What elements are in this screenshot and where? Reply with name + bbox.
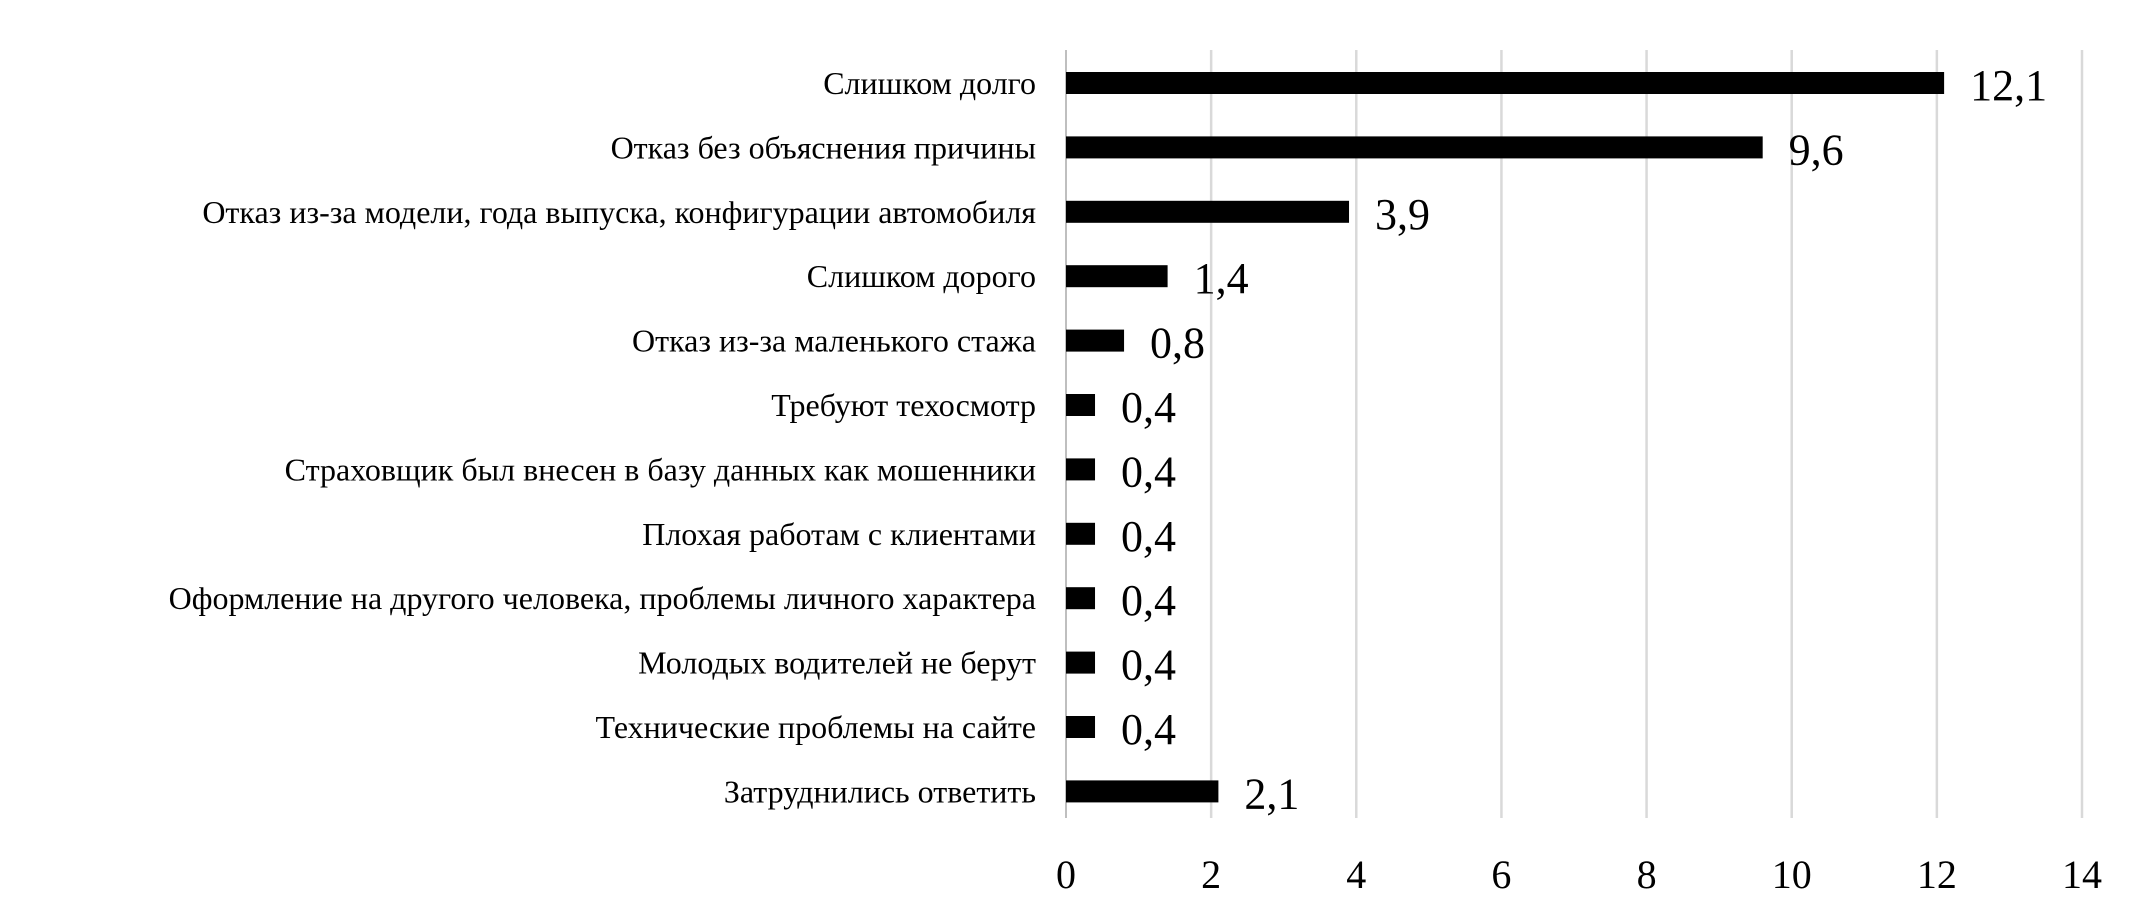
x-tick-label: 6 <box>1491 852 1512 897</box>
bar <box>1066 652 1095 674</box>
value-labels <box>1121 61 2047 818</box>
category-label: Плохая работам с клиентами <box>642 515 1036 552</box>
category-label: Технические проблемы на сайте <box>595 709 1036 745</box>
category-label: Отказ из-за модели, года выпуска, конфигурации автомобиля <box>202 193 1036 230</box>
bar <box>1066 394 1095 416</box>
data-label: 0,4 <box>1121 576 1177 626</box>
bar <box>1066 523 1095 545</box>
category-label: Слишком долго <box>823 65 1036 101</box>
x-tick-label: 8 <box>1636 852 1657 897</box>
data-label: 1,4 <box>1193 254 1249 304</box>
bar <box>1066 201 1349 223</box>
category-labels <box>169 65 1037 809</box>
x-tick-label: 2 <box>1201 852 1222 897</box>
bar <box>1066 458 1095 480</box>
x-tick-label: 0 <box>1056 852 1076 897</box>
bar <box>1066 265 1168 287</box>
x-tick-label: 12 <box>1916 852 1957 897</box>
category-label: Отказ без объяснения причины <box>610 129 1036 166</box>
data-label: 9,6 <box>1788 125 1844 175</box>
bar <box>1066 780 1218 802</box>
category-label: Требуют техосмотр <box>771 387 1036 423</box>
data-label: 0,4 <box>1121 705 1177 754</box>
category-label: Молодых водителей не берут <box>638 644 1036 681</box>
data-label: 0,4 <box>1121 511 1177 561</box>
category-label: Слишком дорого <box>806 258 1036 295</box>
category-label: Оформление на другого человека, проблемы личного характера <box>168 580 1036 617</box>
bars <box>1066 72 1944 802</box>
data-label: 0,4 <box>1121 447 1177 497</box>
data-label: 3,9 <box>1375 189 1431 239</box>
category-label: Страховщик был внесен в базу данных как мошенники <box>284 451 1036 488</box>
bar <box>1066 587 1095 609</box>
category-label: Затруднились ответить <box>723 773 1036 810</box>
x-axis-tick-labels <box>1056 852 2102 897</box>
bar <box>1066 716 1095 738</box>
bar <box>1066 136 1763 158</box>
category-label: Отказ из-за маленького стажа <box>631 322 1036 359</box>
data-label: 12,1 <box>1970 61 2048 110</box>
data-label: 0,4 <box>1121 383 1177 432</box>
data-label: 2,1 <box>1244 769 1300 819</box>
bar <box>1066 330 1124 352</box>
x-tick-label: 14 <box>2062 852 2102 897</box>
grid <box>1066 50 2082 818</box>
data-label: 0,4 <box>1121 640 1177 690</box>
x-tick-label: 10 <box>1771 852 1812 897</box>
bar <box>1066 72 1944 94</box>
data-label: 0,8 <box>1150 318 1206 368</box>
x-tick-label: 4 <box>1346 852 1367 897</box>
